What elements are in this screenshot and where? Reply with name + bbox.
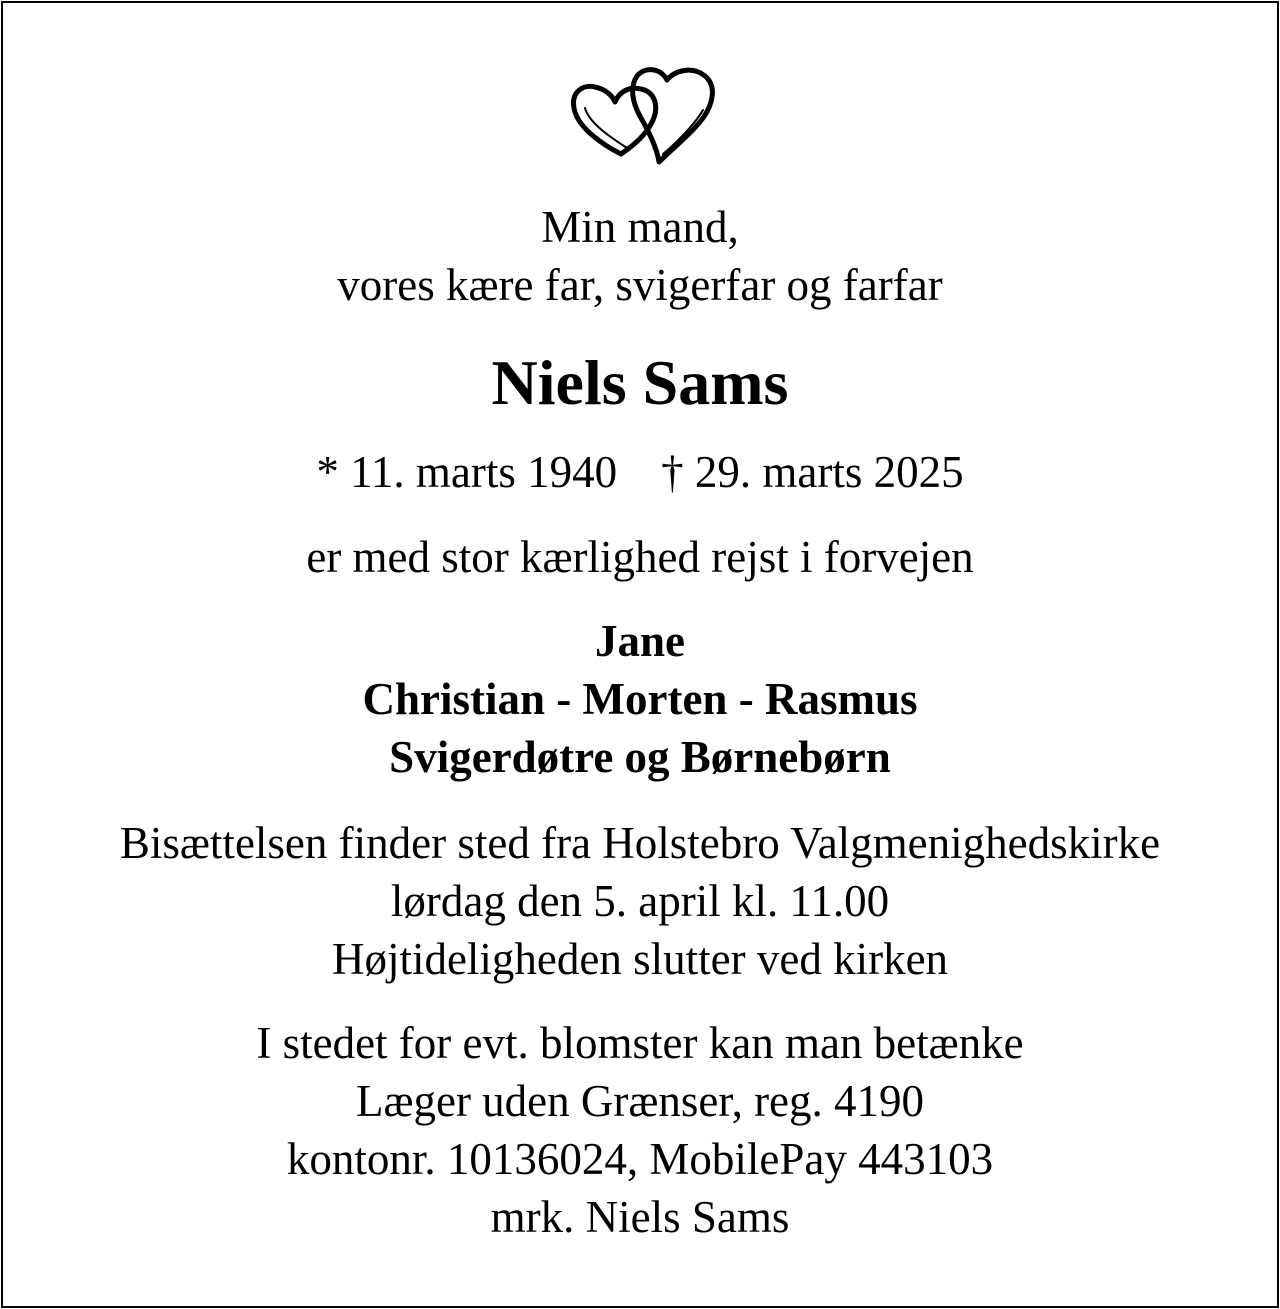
- ceremony-line: lørdag den 5. april kl. 11.00: [390, 876, 890, 926]
- mourner-line: Jane: [595, 616, 685, 666]
- intro-line-2: vores kære far, svigerfar og farfar: [337, 260, 943, 310]
- death-symbol-icon: †: [661, 447, 684, 497]
- birth-symbol: *: [316, 447, 339, 497]
- ceremony-line: Højtideligheden slutter ved kirken: [331, 934, 949, 984]
- intro-line-1: Min mand,: [541, 202, 739, 252]
- life-dates: [0, 443, 1280, 501]
- birth-date: 11. marts 1940: [350, 447, 618, 497]
- mourner-line: Svigerdøtre og Børnebørn: [389, 732, 891, 782]
- mourner-line: Christian - Morten - Rasmus: [362, 674, 918, 724]
- deceased-name: Niels Sams: [491, 347, 789, 418]
- intertwined-hearts-icon: [565, 62, 717, 167]
- donation-line: Læger uden Grænser, reg. 4190: [355, 1076, 925, 1126]
- donation-line: mrk. Niels Sams: [490, 1192, 790, 1242]
- passing-text: er med stor kærlighed rejst i forvejen: [306, 532, 974, 582]
- ceremony-line: Bisættelsen finder sted fra Holstebro Valgmenighedskirke: [119, 818, 1161, 868]
- death-date: 29. marts 2025: [694, 447, 964, 497]
- donation-line: I stedet for evt. blomster kan man betænke: [256, 1018, 1024, 1068]
- donation-line: kontonr. 10136024, MobilePay 443103: [286, 1134, 994, 1184]
